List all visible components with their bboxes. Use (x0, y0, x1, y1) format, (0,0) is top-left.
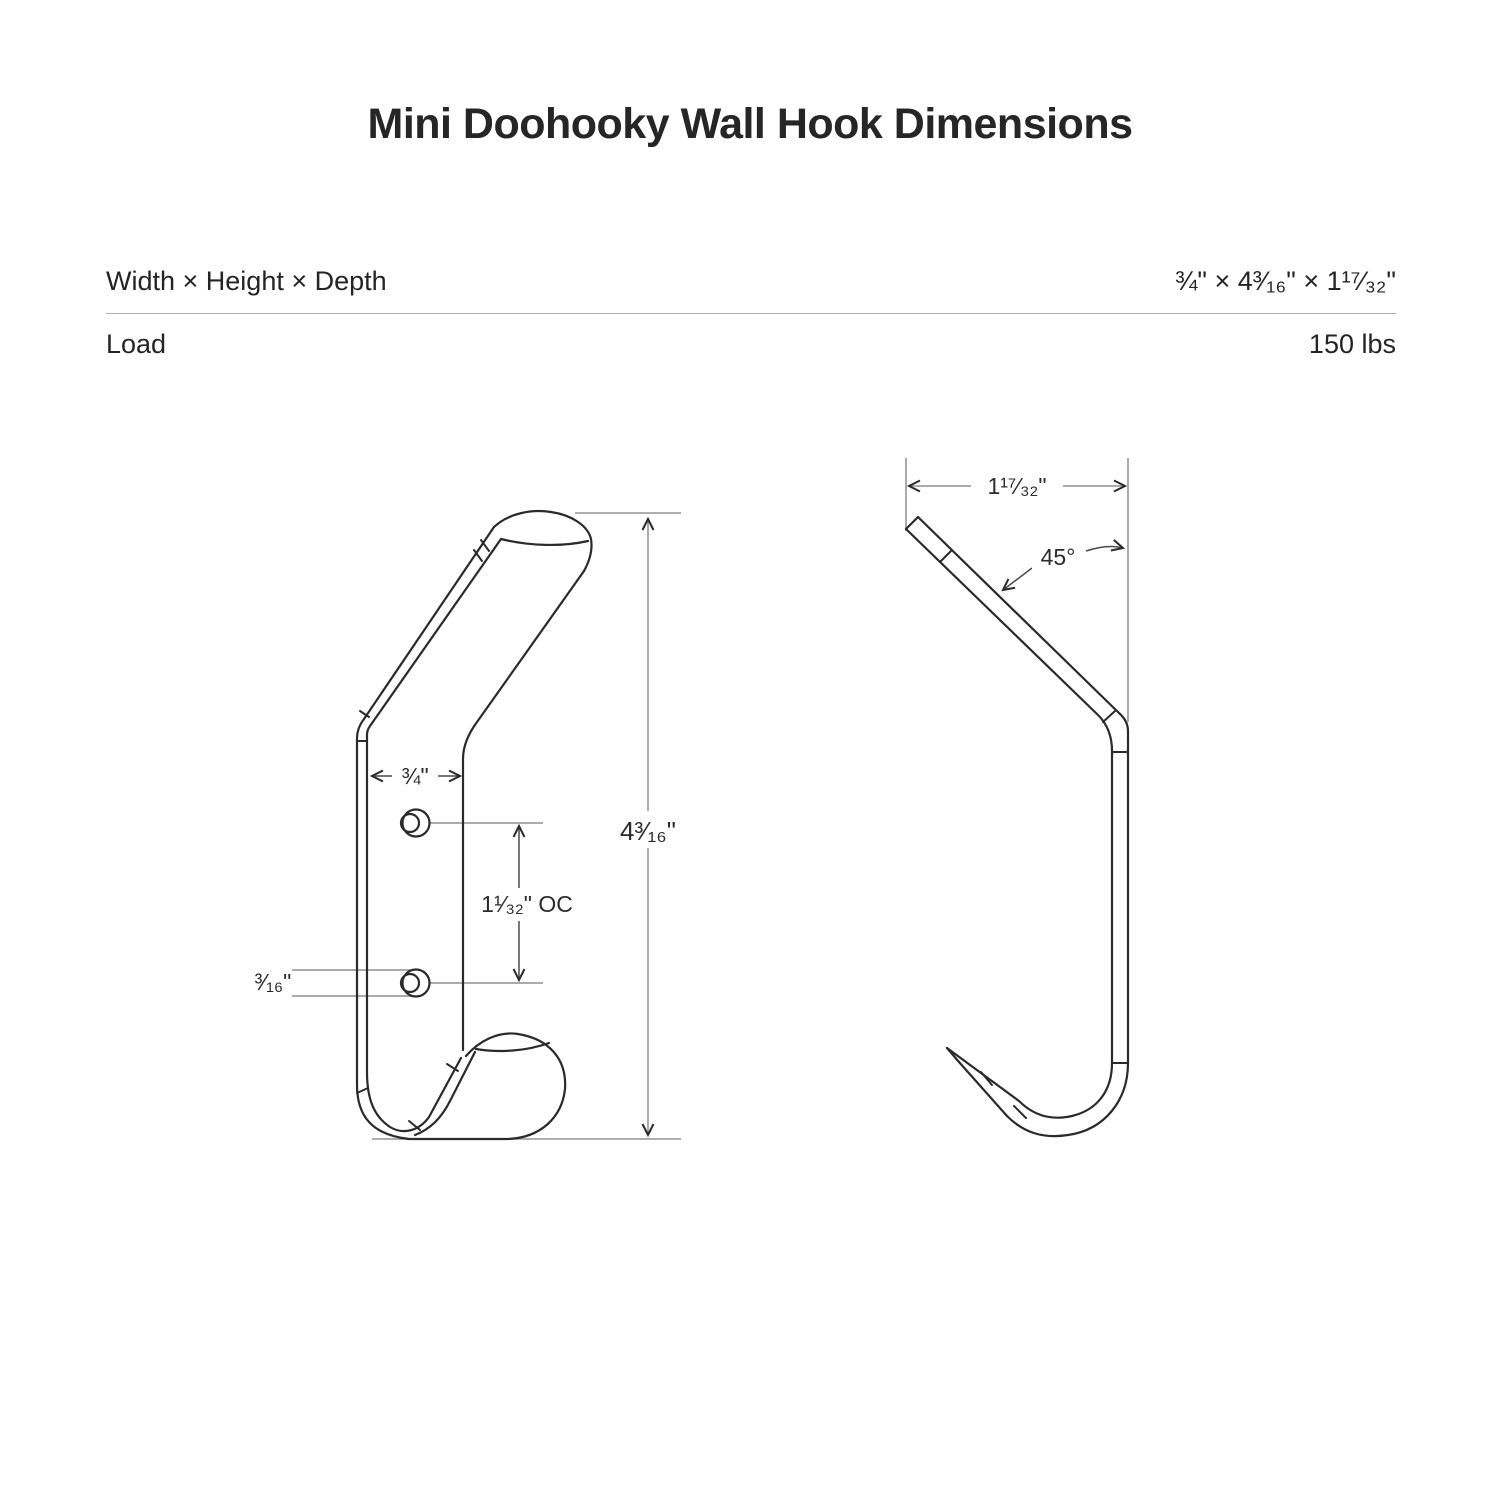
side-jhook-inner (947, 1048, 1112, 1118)
angle-arrow-to-wall (1086, 547, 1123, 551)
side-arm-tip-cap (906, 517, 918, 529)
spec-value-load: 150 lbs (1308, 329, 1396, 359)
hook-arm-front-face (463, 571, 584, 1050)
width-dimension-label: ¾" (401, 763, 429, 789)
bend-tick (1014, 1106, 1026, 1118)
hole-spacing-label: 1¹⁄₃₂" OC (481, 891, 573, 917)
side-jhook-outer (959, 1062, 1128, 1136)
side-arm-lower-strip-edge (906, 529, 1112, 1063)
depth-dimension-label: 1¹⁷⁄₃₂" (987, 473, 1047, 499)
bend-tick (1103, 711, 1115, 722)
front-view-dimension-labels (255, 761, 687, 995)
angle-arrow-to-arm (1003, 568, 1032, 590)
front-view-drawing (357, 511, 592, 1139)
spec-value-dimensions: ¾" × 4³⁄₁₆" × 1¹⁷⁄₃₂" (1174, 266, 1396, 296)
angle-dimension-label: 45° (1040, 544, 1076, 570)
lower-screw-hole-inner (401, 974, 419, 992)
page-title: Mini Doohooky Wall Hook Dimensions (367, 100, 1133, 148)
upper-screw-hole-inner (401, 814, 419, 832)
hook-bottom-tip-crescent (476, 1043, 549, 1051)
bend-tick (940, 551, 951, 562)
spec-label-dimensions: Width × Height × Depth (106, 266, 387, 296)
bend-tick (357, 1088, 368, 1093)
spec-label-load: Load (106, 329, 167, 359)
side-arm-upper-wall-edge (918, 517, 1128, 1063)
height-dimension-label: 4³⁄₁₆" (620, 816, 676, 846)
hole-diameter-label: ³⁄₁₆" (254, 969, 292, 995)
hook-top-tip-crescent (501, 539, 588, 545)
bend-tick (981, 1072, 992, 1085)
side-view-drawing (906, 517, 1128, 1136)
side-view-dimension-labels (971, 469, 1084, 572)
